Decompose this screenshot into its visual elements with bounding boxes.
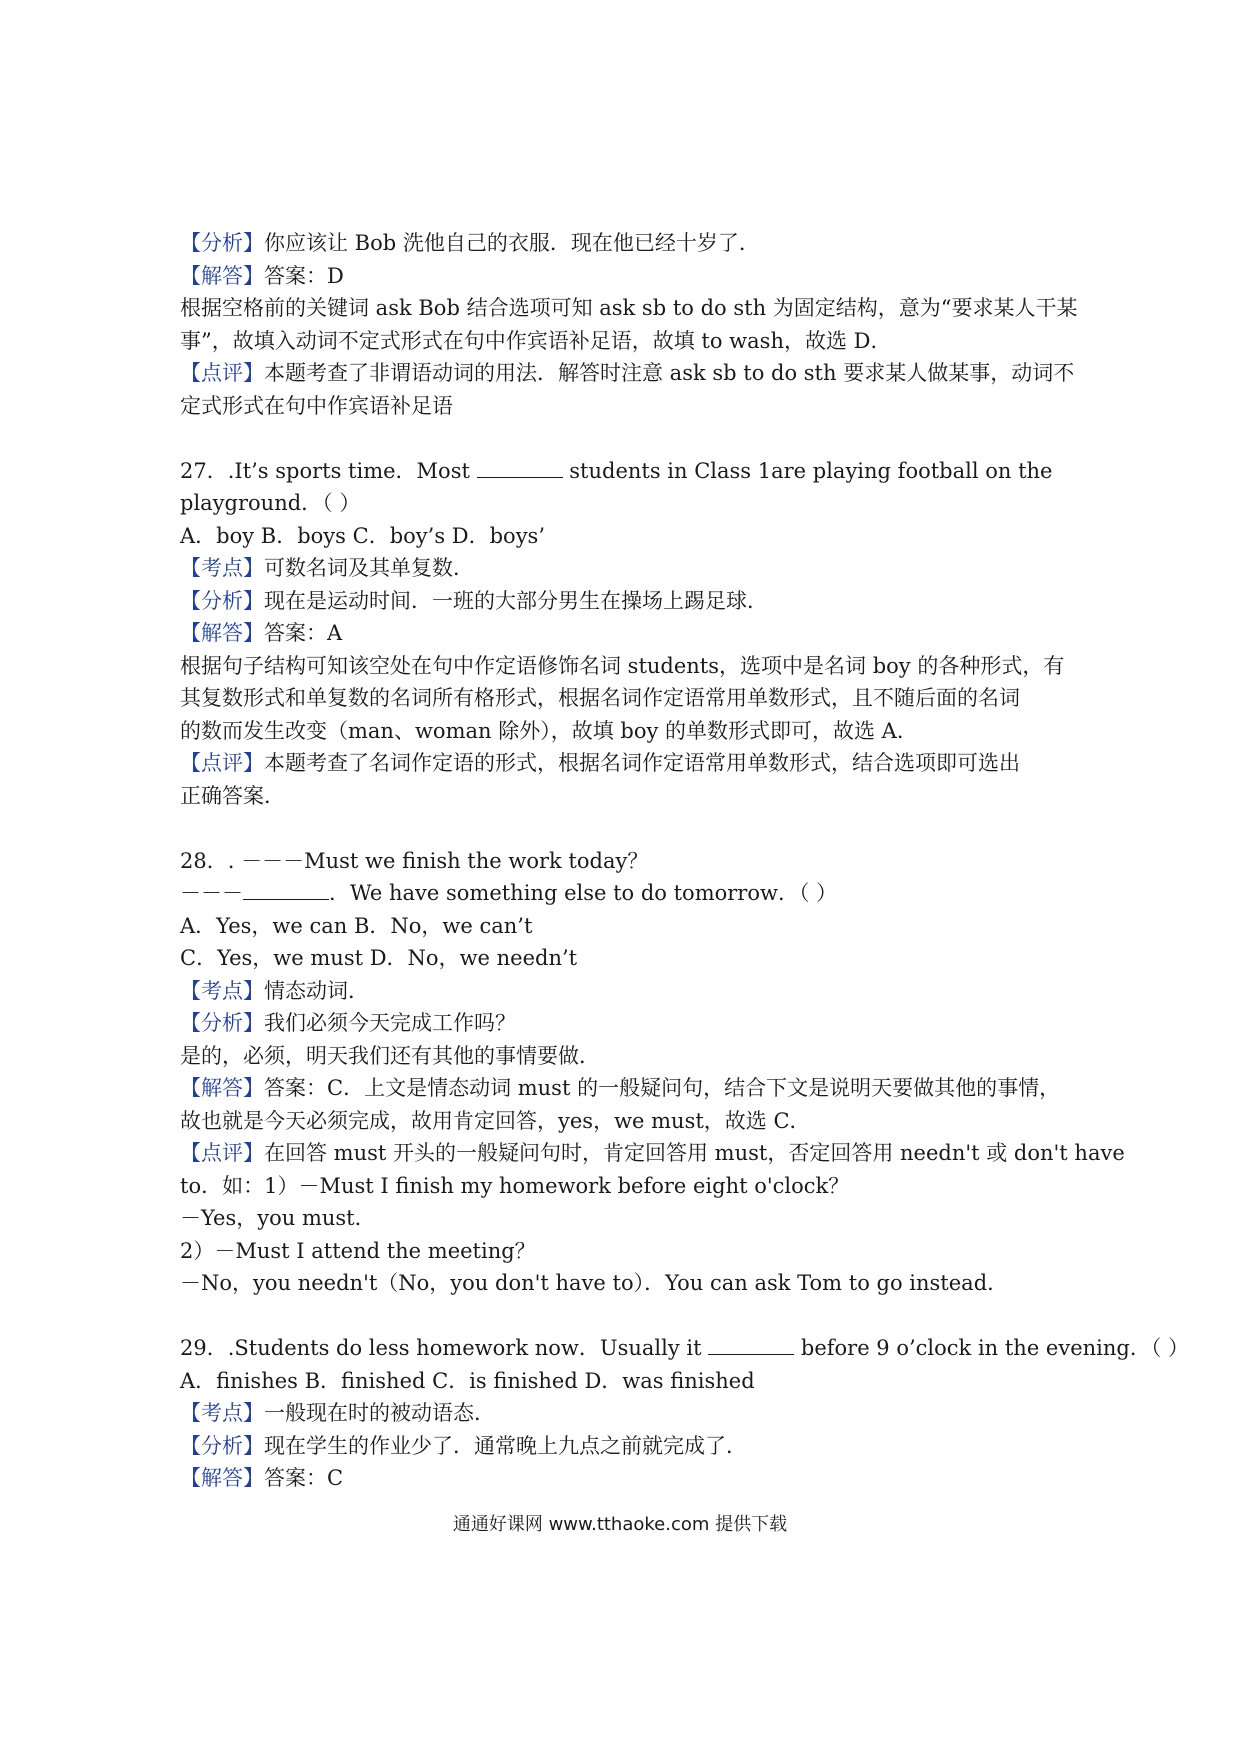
point-tag: 【考点】 — [180, 978, 264, 1003]
answer-tag: 【解答】 — [180, 1466, 264, 1490]
comment-line: 2）－Must I attend the meeting？ — [180, 1238, 536, 1263]
answer-tag: 【解答】 — [180, 621, 264, 645]
question-27-stem: playground．（ ） — [180, 491, 361, 515]
analysis-line: 【分析】我们必须今天完成工作吗？ — [180, 1011, 516, 1035]
comment-line: －Yes，you must． — [180, 1206, 376, 1230]
comment-line: 定式形式在句中作宾语补足语 — [180, 393, 453, 418]
answer-blank — [708, 1334, 794, 1355]
question-28-options: A．Yes，we can B．No，we can’t — [180, 913, 533, 938]
comment-tag: 【点评】 — [180, 361, 264, 385]
answer-tag: 【解答】 — [180, 263, 264, 288]
spacer — [180, 812, 1080, 845]
comment-line: －No，you needn't（No，you don't have to）．You can ask Tom to go instead． — [180, 1271, 1009, 1295]
analysis-line: 【分析】你应该让 Bob 洗他自己的衣服．现在他已经十岁了． — [180, 231, 760, 255]
analysis-line: 【分析】现在学生的作业少了．通常晚上九点之前就完成了． — [180, 1433, 747, 1458]
answer-line: 故也就是今天必须完成，故用肯定回答，yes，we must，故选 C． — [180, 1108, 811, 1133]
answer-line: 【解答】答案：C．上文是情态动词 must 的一般疑问句，结合下文是说明天要做其他的事情， — [180, 1076, 1061, 1100]
point-tag: 【考点】 — [180, 1401, 264, 1425]
explanation-line: 根据空格前的关键词 ask Bob 结合选项可知 ask sb to do sth 为固定结构，意为“要求某人干某 — [180, 296, 1078, 320]
question-28-stem: 28．. －－－Must we finish the work today？ — [180, 848, 649, 873]
point-line: 【考点】可数名词及其单复数． — [180, 556, 474, 580]
analysis-tag: 【分析】 — [180, 1011, 264, 1035]
question-28-stem: －－－ ．We have something else to do tomorrow．（ ） — [180, 881, 838, 905]
comment-line: 【点评】本题考查了非谓语动词的用法．解答时注意 ask sb to do sth 要求某人做某事，动词不 — [180, 361, 1075, 385]
page-footer: 通通好课网 www.tthaoke.com 提供下载 — [452, 1514, 788, 1535]
explanation-line: 其复数形式和单复数的名词所有格形式，根据名词作定语常用单数形式，且不随后面的名词 — [180, 686, 1020, 710]
point-line: 【考点】一般现在时的被动语态． — [180, 1401, 495, 1425]
answer-blank — [477, 457, 563, 478]
comment-line: to．如：1）－Must I finish my homework before eight o'clock？ — [180, 1173, 850, 1198]
comment-line: 正确答案． — [180, 783, 285, 808]
comment-line: 【点评】在回答 must 开头的一般疑问句时，肯定回答用 must，否定回答用 needn't 或 don't have — [180, 1141, 1125, 1165]
answer-blank — [243, 879, 329, 900]
answer-line: 【解答】答案：D — [180, 263, 344, 288]
explanation-line: 的数而发生改变（man、woman 除外），故填 boy 的单数形式即可，故选 A． — [180, 718, 918, 743]
spacer — [180, 422, 1080, 455]
analysis-line: 是的，必须，明天我们还有其他的事情要做． — [180, 1043, 600, 1068]
question-28-options: C．Yes，we must D．No，we needn’t — [180, 946, 578, 970]
comment-line: 【点评】本题考查了名词作定语的形式，根据名词作定语常用单数形式，结合选项即可选出 — [180, 751, 1020, 775]
comment-tag: 【点评】 — [180, 751, 264, 775]
question-29-options: A．finishes B．finished C．is finished D．was finished — [180, 1368, 755, 1393]
answer-line: 【解答】答案：A — [180, 621, 343, 645]
point-line: 【考点】情态动词． — [180, 978, 369, 1003]
analysis-tag: 【分析】 — [180, 231, 264, 255]
answer-line: 【解答】答案：C — [180, 1466, 344, 1490]
analysis-line: 【分析】现在是运动时间．一班的大部分男生在操场上踢足球． — [180, 588, 768, 613]
analysis-tag: 【分析】 — [180, 1433, 264, 1458]
answer-tag: 【解答】 — [180, 1076, 264, 1100]
comment-tag: 【点评】 — [180, 1141, 264, 1165]
document-body — [180, 227, 1190, 1495]
question-29-stem: 29．.Students do less homework now．Usually it before 9 o’clock in the evening．（ ） — [180, 1336, 1190, 1360]
spacer — [180, 1300, 1080, 1333]
question-27-options: A．boy B．boys C．boy’s D．boys’ — [180, 523, 546, 548]
explanation-line: 事”，故填入动词不定式形式在句中作宾语补足语，故填 to wash，故选 D． — [180, 328, 892, 353]
question-27-stem: 27．.It’s sports time．Most students in Class 1are playing football on the — [180, 458, 1053, 483]
analysis-tag: 【分析】 — [180, 588, 264, 613]
point-tag: 【考点】 — [180, 556, 264, 580]
explanation-line: 根据句子结构可知该空处在句中作定语修饰名词 students，选项中是名词 boy 的各种形式，有 — [180, 653, 1065, 678]
